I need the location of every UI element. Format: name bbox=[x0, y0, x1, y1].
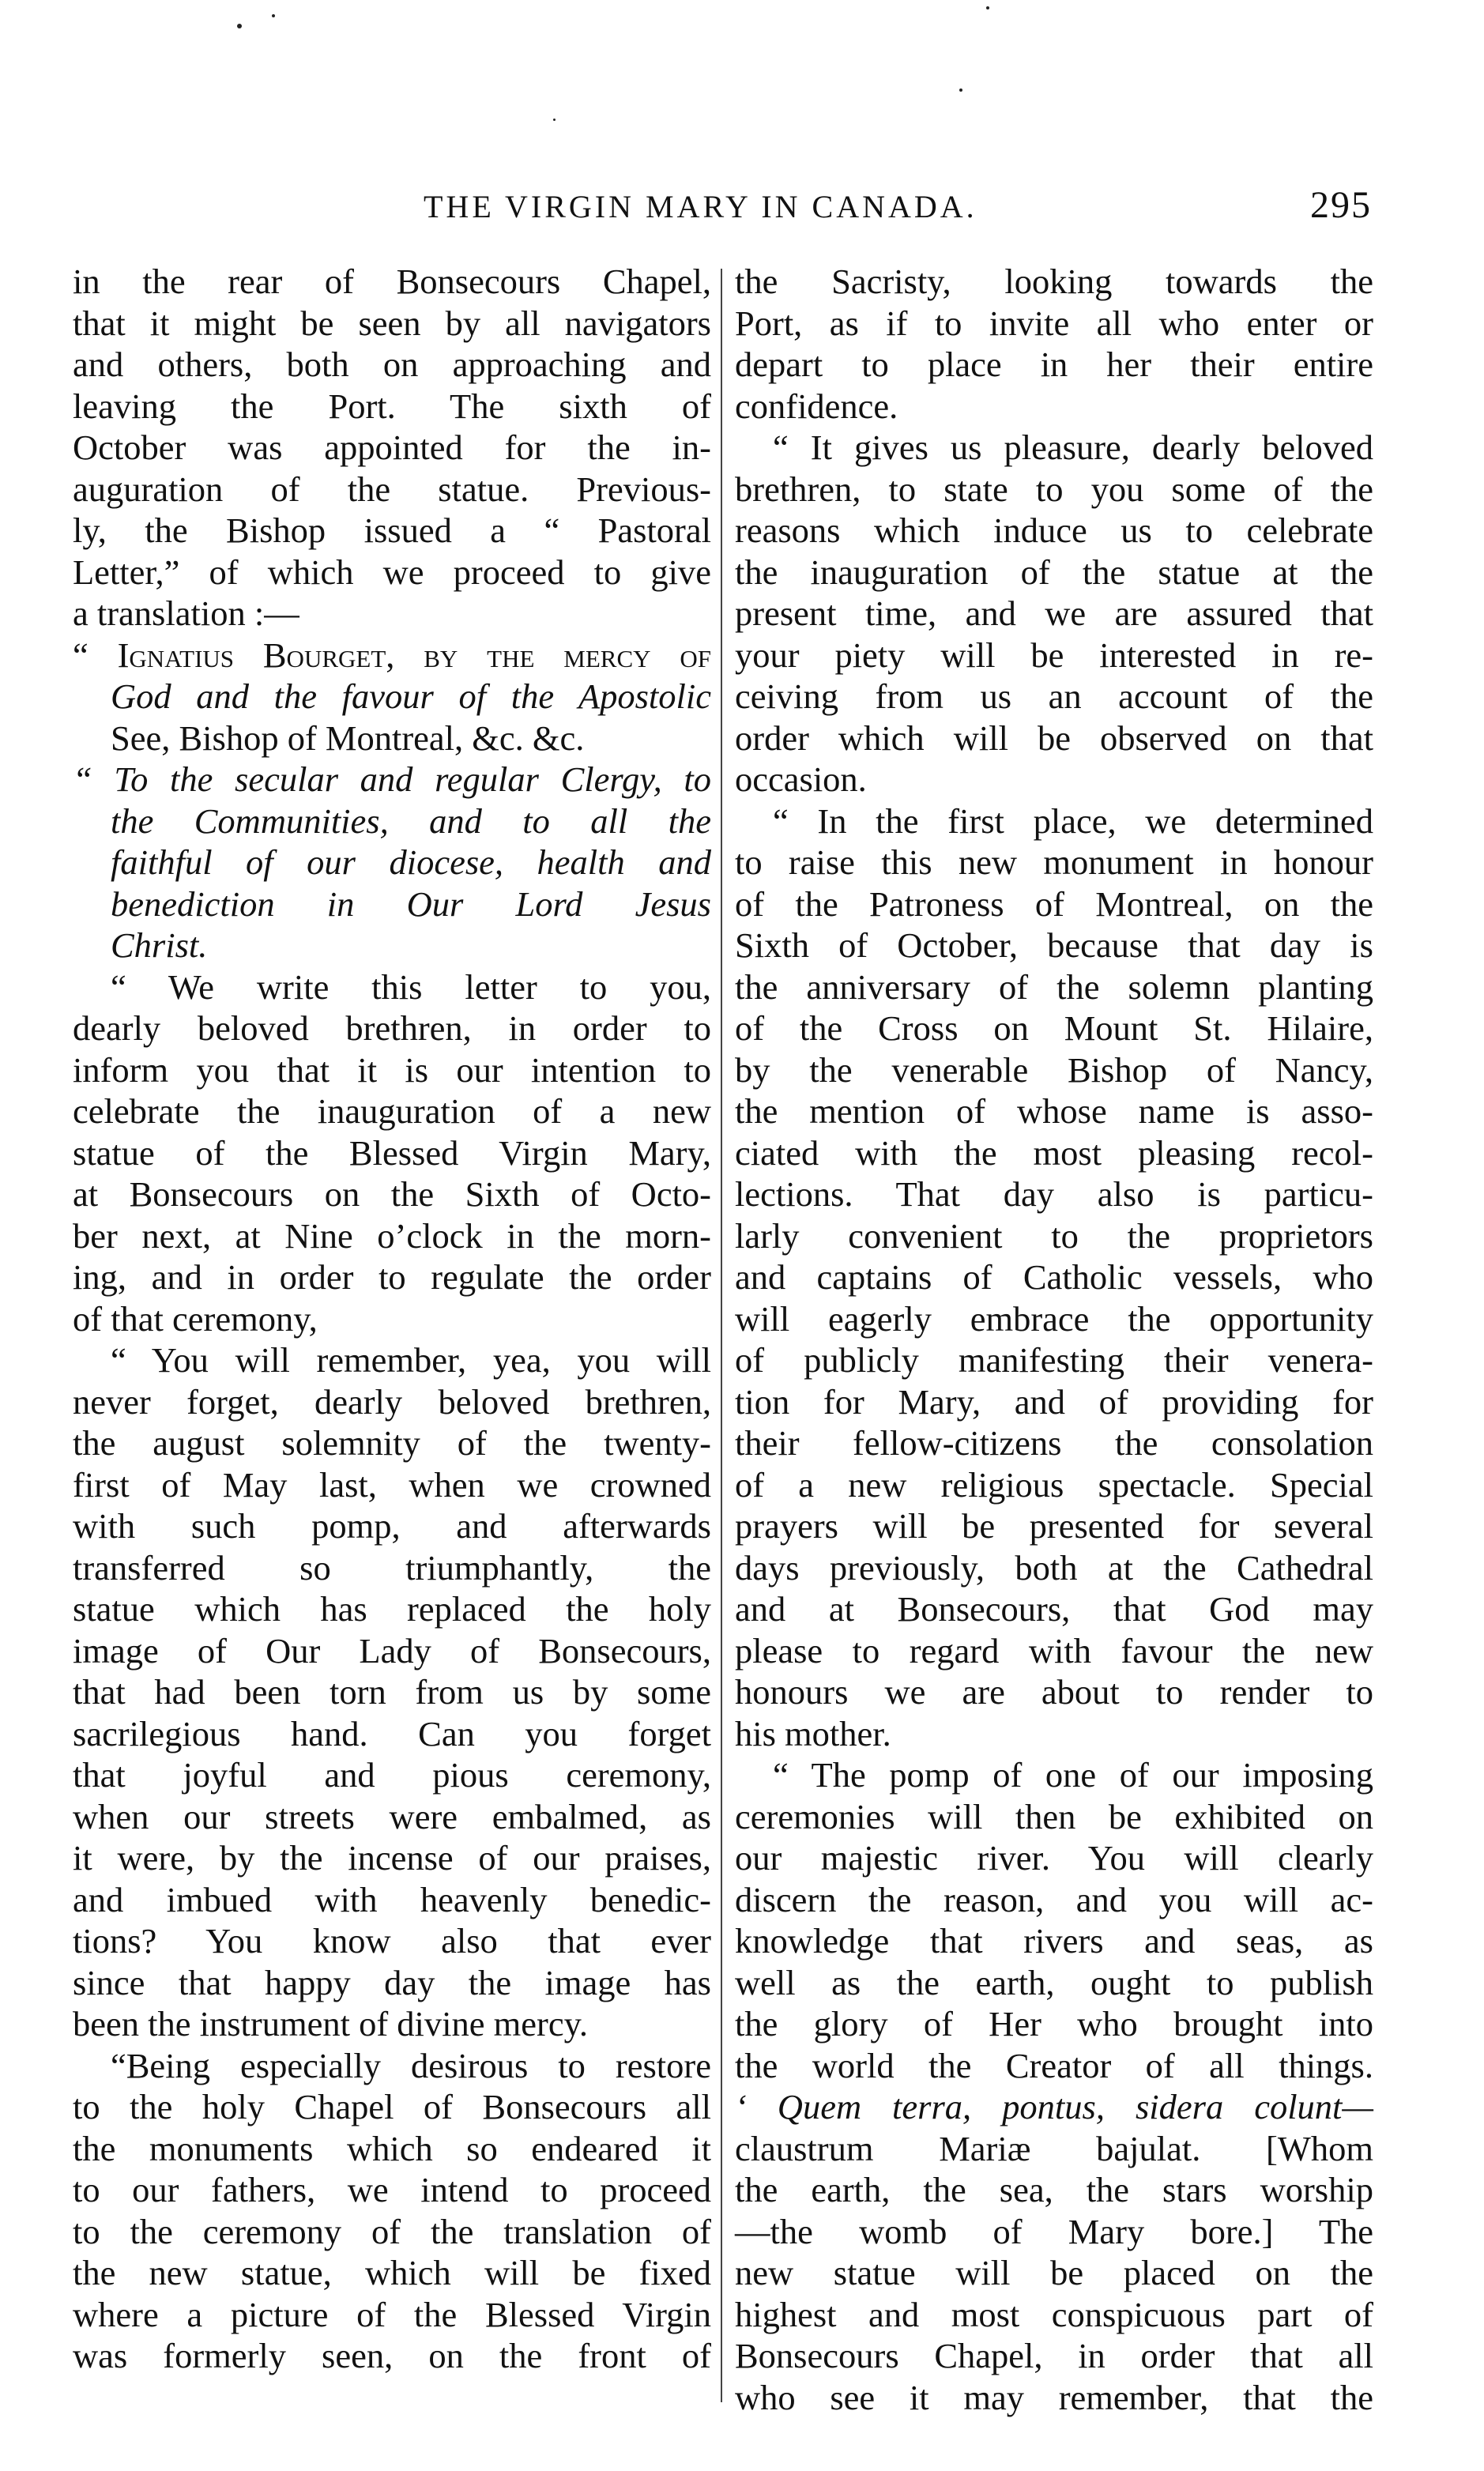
text-line: discern the reason, and you will ac- bbox=[735, 1879, 1373, 1919]
text-line: who see it may remember, that the bbox=[735, 2377, 1373, 2417]
text-line: ‘ Quem terra, pontus, sidera colunt— bbox=[735, 2087, 1373, 2126]
text-line: the Sacristy, looking towards the bbox=[735, 262, 1373, 301]
text-line: and others, both on approaching and bbox=[73, 345, 711, 384]
text-line: transferred so triumphantly, the bbox=[73, 1547, 711, 1588]
text-line: statue of the Blessed Virgin Mary, bbox=[73, 1132, 711, 1173]
text-line: ing, and in order to regulate the order bbox=[73, 1257, 711, 1297]
text-line: dearly beloved brethren, in order to bbox=[73, 1008, 711, 1048]
left-text-column bbox=[73, 261, 711, 2377]
text-line: Port, as if to invite all who enter or bbox=[735, 303, 1373, 343]
page-header bbox=[76, 183, 1372, 231]
text-line: with such pomp, and afterwards bbox=[73, 1506, 711, 1546]
text-line: the Communities, and to all the bbox=[111, 800, 711, 841]
text-line: “ We write this letter to you, bbox=[111, 966, 711, 1007]
text-line: his mother. bbox=[735, 1713, 891, 1753]
text-line: Letter,” of which we proceed to give bbox=[73, 552, 711, 592]
text-line: larly convenient to the proprietors bbox=[735, 1215, 1373, 1256]
text-line: benediction in Our Lord Jesus bbox=[111, 883, 711, 924]
text-line: See, Bishop of Montreal, &c. &c. bbox=[111, 718, 585, 758]
text-line: Bonsecours Chapel, in order that all bbox=[735, 2336, 1373, 2375]
text-line: a translation :— bbox=[73, 593, 299, 633]
scan-speck bbox=[959, 89, 962, 92]
text-line: occasion. bbox=[735, 759, 867, 799]
text-line: Sixth of October, because that day is bbox=[735, 925, 1373, 965]
text-line: days previously, both at the Cathedral bbox=[735, 1547, 1373, 1588]
text-line: never forget, dearly beloved brethren, bbox=[73, 1381, 711, 1422]
text-line: the august solemnity of the twenty- bbox=[73, 1423, 711, 1463]
text-line: first of May last, when we crowned bbox=[73, 1464, 711, 1505]
text-line: —the womb of Mary bore.] The bbox=[735, 2211, 1373, 2251]
text-line: October was appointed for the in- bbox=[73, 428, 711, 467]
text-line: statue which has replaced the holy bbox=[73, 1589, 711, 1629]
text-line: leaving the Port. The sixth of bbox=[73, 386, 711, 426]
text-line: it were, by the incense of our praises, bbox=[73, 1838, 711, 1878]
text-line: Christ. bbox=[111, 925, 208, 965]
text-line: tions? You know also that ever bbox=[73, 1921, 711, 1961]
text-line: faithful of our diocese, health and bbox=[111, 842, 711, 882]
text-line: “ Ignatius Bourget, by the mercy of bbox=[73, 635, 711, 675]
text-line: our majestic river. You will clearly bbox=[735, 1838, 1373, 1878]
text-line: will eagerly embrace the opportunity bbox=[735, 1298, 1373, 1339]
text-line: the earth, the sea, the stars worship bbox=[735, 2170, 1373, 2209]
text-line: of a new religious spectacle. Special bbox=[735, 1464, 1373, 1505]
text-line: tion for Mary, and of providing for bbox=[735, 1381, 1373, 1422]
text-line: reasons which induce us to celebrate bbox=[735, 510, 1373, 550]
text-line: depart to place in her their entire bbox=[735, 345, 1373, 384]
text-line: “ You will remember, yea, you will bbox=[111, 1340, 711, 1380]
text-line: since that happy day the image has bbox=[73, 1962, 711, 2002]
text-line: and imbued with heavenly benedic- bbox=[73, 1879, 711, 1919]
text-line: ceremonies will then be exhibited on bbox=[735, 1796, 1373, 1836]
scan-speck bbox=[553, 119, 556, 121]
text-line: ber next, at Nine o’clock in the morn- bbox=[73, 1215, 711, 1256]
text-line: that joyful and pious ceremony, bbox=[73, 1755, 711, 1795]
text-line: brethren, to state to you some of the bbox=[735, 469, 1373, 509]
text-line: prayers will be presented for several bbox=[735, 1506, 1373, 1546]
text-line: “ The pomp of one of our imposing bbox=[773, 1755, 1373, 1795]
text-line: knowledge that rivers and seas, as bbox=[735, 1921, 1373, 1961]
text-line: please to regard with favour the new bbox=[735, 1630, 1373, 1671]
text-line: and at Bonsecours, that God may bbox=[735, 1589, 1373, 1629]
text-line: in the rear of Bonsecours Chapel, bbox=[73, 262, 711, 301]
text-line: the anniversary of the solemn planting bbox=[735, 966, 1373, 1007]
text-line: celebrate the inauguration of a new bbox=[73, 1091, 711, 1131]
text-line: that it might be seen by all navigators bbox=[73, 303, 711, 343]
scan-speck bbox=[237, 24, 242, 28]
text-line: their fellow-citizens the consolation bbox=[735, 1423, 1373, 1463]
right-text-column bbox=[735, 261, 1373, 2418]
text-line: image of Our Lady of Bonsecours, bbox=[73, 1630, 711, 1671]
page-number: 295 bbox=[1310, 184, 1372, 226]
text-line: present time, and we are assured that bbox=[735, 593, 1373, 633]
text-line: the glory of Her who brought into bbox=[735, 2004, 1373, 2043]
text-line: “Being especially desirous to restore bbox=[111, 2045, 711, 2085]
scan-speck bbox=[272, 14, 275, 17]
column-divider bbox=[721, 269, 722, 2402]
text-line: sacrilegious hand. Can you forget bbox=[73, 1713, 711, 1753]
text-line: of publicly manifesting their venera- bbox=[735, 1340, 1373, 1380]
text-line: to our fathers, we intend to proceed bbox=[73, 2170, 711, 2209]
text-line: honours we are about to render to bbox=[735, 1672, 1373, 1712]
text-line: to the holy Chapel of Bonsecours all bbox=[73, 2087, 711, 2126]
text-line: when our streets were embalmed, as bbox=[73, 1796, 711, 1836]
text-line: highest and most conspicuous part of bbox=[735, 2294, 1373, 2334]
text-line: the new statue, which will be fixed bbox=[73, 2253, 711, 2292]
text-line: where a picture of the Blessed Virgin bbox=[73, 2294, 711, 2334]
text-line: at Bonsecours on the Sixth of Octo- bbox=[73, 1174, 711, 1214]
text-line: the inauguration of the statue at the bbox=[735, 552, 1373, 592]
text-line: the monuments which so endeared it bbox=[73, 2128, 711, 2168]
text-line: of the Patroness of Montreal, on the bbox=[735, 883, 1373, 924]
text-line: lections. That day also is particu- bbox=[735, 1174, 1373, 1214]
scan-speck bbox=[986, 6, 989, 9]
text-line: ly, the Bishop issued a “ Pastoral bbox=[73, 510, 711, 550]
running-title: THE VIRGIN MARY IN CANADA. bbox=[424, 189, 977, 224]
text-line: your piety will be interested in re- bbox=[735, 635, 1373, 675]
text-line: to raise this new monument in honour bbox=[735, 842, 1373, 882]
text-line: the mention of whose name is asso- bbox=[735, 1091, 1373, 1131]
text-line: to the ceremony of the translation of bbox=[73, 2211, 711, 2251]
text-line: “ It gives us pleasure, dearly beloved bbox=[773, 428, 1373, 467]
text-line: and captains of Catholic vessels, who bbox=[735, 1257, 1373, 1297]
text-line: been the instrument of divine mercy. bbox=[73, 2004, 589, 2043]
text-line: “ To the secular and regular Clergy, to bbox=[73, 759, 711, 799]
text-line: God and the favour of the Apostolic bbox=[111, 676, 711, 716]
text-line: new statue will be placed on the bbox=[735, 2253, 1373, 2292]
text-line: “ In the first place, we determined bbox=[773, 800, 1373, 841]
text-line: inform you that it is our intention to bbox=[73, 1049, 711, 1090]
text-line: confidence. bbox=[735, 386, 898, 426]
text-line: claustrum Mariæ bajulat. [Whom bbox=[735, 2128, 1373, 2168]
text-line: was formerly seen, on the front of bbox=[73, 2336, 711, 2375]
text-line: order which will be observed on that bbox=[735, 718, 1373, 758]
text-line: ciated with the most pleasing recol- bbox=[735, 1132, 1373, 1173]
text-line: ceiving from us an account of the bbox=[735, 676, 1373, 716]
text-line: well as the earth, ought to publish bbox=[735, 1962, 1373, 2002]
text-line: the world the Creator of all things. bbox=[735, 2045, 1373, 2085]
text-line: of that ceremony, bbox=[73, 1298, 318, 1339]
text-line: by the venerable Bishop of Nancy, bbox=[735, 1049, 1373, 1090]
text-line: of the Cross on Mount St. Hilaire, bbox=[735, 1008, 1373, 1048]
text-line: that had been torn from us by some bbox=[73, 1672, 711, 1712]
text-line: auguration of the statue. Previous- bbox=[73, 469, 711, 509]
